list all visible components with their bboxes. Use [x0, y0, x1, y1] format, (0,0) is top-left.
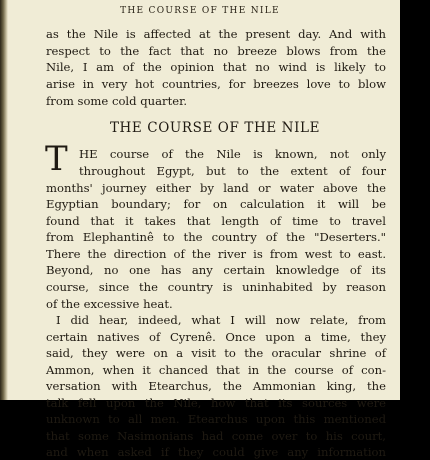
text-line: months' journey either by land or water above the [46, 181, 386, 195]
text-line: Beyond, no one has any certain knowledge of its [46, 263, 386, 277]
text-line: Egyptian boundary; for on calculation it will be [46, 197, 386, 211]
text-line: certain natives of Cyrenê. Once upon a time, they [46, 330, 386, 344]
text-line: HE course of the Nile is known, not only [79, 147, 386, 161]
text-line: from some cold quarter. [46, 94, 188, 108]
text-line: said, they were on a visit to the oracular shrine of [46, 346, 386, 360]
section-heading: THE COURSE OF THE NILE [109, 120, 321, 136]
text-line: and when asked if they could give any information [46, 445, 386, 459]
text-line: of the excessive heat. [46, 297, 173, 311]
text-line: There the direction of the river is from west to east. [46, 247, 386, 261]
text-line: that some Nasimonians had come over to his court, [46, 429, 386, 443]
text-line: versation with Etearchus, the Ammonian king, the [46, 379, 386, 393]
text-line: Ammon, when it chanced that in the course of con- [46, 363, 386, 377]
text-line: arise in very hot countries, for breezes love to blow [46, 77, 386, 91]
text-line: course, since the country is uninhabited by reason [46, 280, 386, 294]
running-head: THE COURSE OF THE NILE [120, 6, 280, 16]
page-gutter-shadow [0, 0, 8, 400]
text-line: talk fell upon the Nile, how that its sources were [46, 396, 386, 410]
text-line: I did hear, indeed, what I will now relate, from [56, 313, 386, 327]
text-line: as the Nile is affected at the present day. And with [46, 27, 386, 41]
text-line: throughout Egypt, but to the extent of four [79, 164, 386, 178]
text-line: Nile, I am of the opinion that no wind is likely to [46, 60, 386, 74]
text-line: respect to the fact that no breeze blows from the [46, 44, 386, 58]
text-line: found that it takes that length of time to travel [46, 214, 386, 228]
text-line: from Elephantinê to the country of the "Deserters." [46, 230, 386, 244]
drop-cap: T [45, 139, 68, 179]
text-line: unknown to all men. Etearchus upon this mentioned [46, 412, 386, 426]
